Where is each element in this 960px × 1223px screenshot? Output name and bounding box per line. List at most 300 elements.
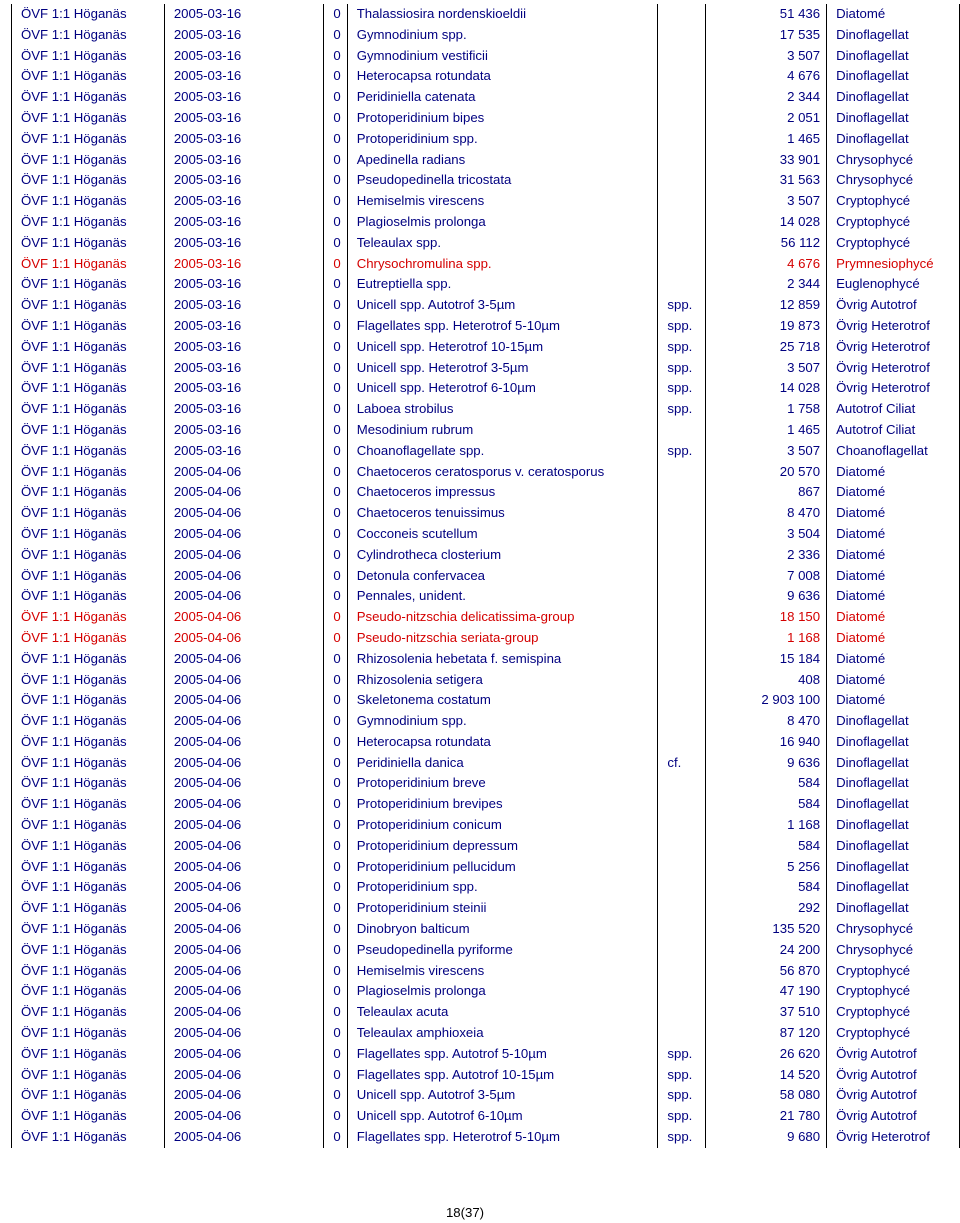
cell-taxon: Unicell spp. Heterotrof 10-15µm: [347, 337, 658, 358]
cell-depth: 0: [324, 670, 347, 691]
cell-location: ÖVF 1:1 Höganäs: [12, 4, 165, 25]
cell-taxon: Cylindrotheca closterium: [347, 545, 658, 566]
cell-value: 2 903 100: [706, 690, 827, 711]
cell-value: 2 051: [706, 108, 827, 129]
cell-value: 3 507: [706, 191, 827, 212]
cell-group: Dinoflagellat: [827, 794, 960, 815]
cell-taxon: Protoperidinium breve: [347, 773, 658, 794]
cell-location: ÖVF 1:1 Höganäs: [12, 399, 165, 420]
species-table: [11, 4, 960, 1148]
table-row: [12, 1127, 960, 1148]
cell-group: Dinoflagellat: [827, 108, 960, 129]
cell-depth: 0: [324, 1106, 347, 1127]
cell-group: Övrig Autotrof: [827, 1106, 960, 1127]
table-row: [12, 399, 960, 420]
cell-depth: 0: [324, 1002, 347, 1023]
cell-date: 2005-04-06: [164, 877, 324, 898]
cell-group: Dinoflagellat: [827, 898, 960, 919]
cell-date: 2005-03-16: [164, 108, 324, 129]
cell-qualifier: spp.: [658, 378, 706, 399]
cell-qualifier: [658, 566, 706, 587]
cell-qualifier: spp.: [658, 337, 706, 358]
cell-depth: 0: [324, 66, 347, 87]
cell-qualifier: spp.: [658, 399, 706, 420]
cell-date: 2005-04-06: [164, 1065, 324, 1086]
cell-depth: 0: [324, 46, 347, 67]
cell-depth: 0: [324, 441, 347, 462]
cell-date: 2005-04-06: [164, 836, 324, 857]
cell-qualifier: [658, 607, 706, 628]
cell-group: Diatomé: [827, 566, 960, 587]
cell-value: 56 112: [706, 233, 827, 254]
cell-taxon: Pennales, unident.: [347, 586, 658, 607]
cell-qualifier: [658, 420, 706, 441]
cell-qualifier: [658, 545, 706, 566]
cell-depth: 0: [324, 1044, 347, 1065]
cell-taxon: Pseudo-nitzschia seriata-group: [347, 628, 658, 649]
cell-group: Cryptophycé: [827, 191, 960, 212]
cell-taxon: Unicell spp. Heterotrof 3-5µm: [347, 358, 658, 379]
cell-location: ÖVF 1:1 Höganäs: [12, 337, 165, 358]
cell-qualifier: spp.: [658, 1127, 706, 1148]
cell-taxon: Rhizosolenia hebetata f. semispina: [347, 649, 658, 670]
table-row: [12, 503, 960, 524]
cell-taxon: Protoperidinium spp.: [347, 129, 658, 150]
cell-location: ÖVF 1:1 Höganäs: [12, 503, 165, 524]
cell-location: ÖVF 1:1 Höganäs: [12, 1106, 165, 1127]
cell-taxon: Pseudopedinella pyriforme: [347, 940, 658, 961]
cell-qualifier: [658, 150, 706, 171]
cell-date: 2005-04-06: [164, 607, 324, 628]
cell-group: Övrig Autotrof: [827, 1065, 960, 1086]
cell-value: 14 028: [706, 212, 827, 233]
cell-location: ÖVF 1:1 Höganäs: [12, 732, 165, 753]
cell-qualifier: spp.: [658, 441, 706, 462]
cell-date: 2005-03-16: [164, 46, 324, 67]
cell-qualifier: spp.: [658, 316, 706, 337]
table-row: [12, 462, 960, 483]
cell-taxon: Plagioselmis prolonga: [347, 981, 658, 1002]
table-row: [12, 961, 960, 982]
cell-group: Diatomé: [827, 670, 960, 691]
cell-group: Choanoflagellat: [827, 441, 960, 462]
cell-date: 2005-03-16: [164, 295, 324, 316]
cell-location: ÖVF 1:1 Höganäs: [12, 233, 165, 254]
cell-value: 1 465: [706, 420, 827, 441]
cell-qualifier: [658, 857, 706, 878]
cell-date: 2005-03-16: [164, 316, 324, 337]
cell-taxon: Flagellates spp. Autotrof 5-10µm: [347, 1044, 658, 1065]
cell-group: Dinoflagellat: [827, 711, 960, 732]
cell-date: 2005-03-16: [164, 399, 324, 420]
cell-group: Cryptophycé: [827, 1002, 960, 1023]
cell-location: ÖVF 1:1 Höganäs: [12, 1127, 165, 1148]
cell-location: ÖVF 1:1 Höganäs: [12, 773, 165, 794]
cell-value: 1 465: [706, 129, 827, 150]
cell-group: Dinoflagellat: [827, 815, 960, 836]
cell-depth: 0: [324, 150, 347, 171]
table-row: [12, 940, 960, 961]
cell-date: 2005-04-06: [164, 773, 324, 794]
cell-depth: 0: [324, 337, 347, 358]
cell-location: ÖVF 1:1 Höganäs: [12, 649, 165, 670]
cell-depth: 0: [324, 961, 347, 982]
cell-taxon: Flagellates spp. Heterotrof 5-10µm: [347, 316, 658, 337]
cell-qualifier: [658, 233, 706, 254]
cell-group: Prymnesiophycé: [827, 254, 960, 275]
cell-qualifier: [658, 773, 706, 794]
cell-location: ÖVF 1:1 Höganäs: [12, 1065, 165, 1086]
table-row: [12, 1065, 960, 1086]
cell-taxon: Flagellates spp. Autotrof 10-15µm: [347, 1065, 658, 1086]
cell-date: 2005-04-06: [164, 462, 324, 483]
cell-qualifier: [658, 25, 706, 46]
cell-location: ÖVF 1:1 Höganäs: [12, 670, 165, 691]
cell-qualifier: [658, 191, 706, 212]
cell-depth: 0: [324, 877, 347, 898]
cell-date: 2005-04-06: [164, 690, 324, 711]
cell-taxon: Unicell spp. Autotrof 6-10µm: [347, 1106, 658, 1127]
cell-location: ÖVF 1:1 Höganäs: [12, 46, 165, 67]
cell-location: ÖVF 1:1 Höganäs: [12, 25, 165, 46]
cell-depth: 0: [324, 87, 347, 108]
cell-taxon: Cocconeis scutellum: [347, 524, 658, 545]
cell-value: 9 636: [706, 586, 827, 607]
cell-taxon: Unicell spp. Autotrof 3-5µm: [347, 1085, 658, 1106]
table-row: [12, 545, 960, 566]
cell-value: 4 676: [706, 254, 827, 275]
cell-value: 2 344: [706, 87, 827, 108]
cell-qualifier: [658, 524, 706, 545]
cell-value: 9 636: [706, 753, 827, 774]
table-row: [12, 898, 960, 919]
cell-group: Diatomé: [827, 690, 960, 711]
table-row: [12, 295, 960, 316]
cell-date: 2005-03-16: [164, 150, 324, 171]
cell-group: Övrig Heterotrof: [827, 337, 960, 358]
cell-date: 2005-04-06: [164, 815, 324, 836]
cell-value: 1 168: [706, 815, 827, 836]
cell-location: ÖVF 1:1 Höganäs: [12, 1002, 165, 1023]
cell-qualifier: [658, 212, 706, 233]
cell-qualifier: spp.: [658, 1044, 706, 1065]
cell-location: ÖVF 1:1 Höganäs: [12, 254, 165, 275]
cell-depth: 0: [324, 233, 347, 254]
table-row: [12, 66, 960, 87]
cell-group: Cryptophycé: [827, 981, 960, 1002]
cell-value: 19 873: [706, 316, 827, 337]
cell-qualifier: spp.: [658, 1085, 706, 1106]
cell-qualifier: spp.: [658, 358, 706, 379]
cell-date: 2005-03-16: [164, 337, 324, 358]
cell-taxon: Gymnodinium vestificii: [347, 46, 658, 67]
cell-date: 2005-04-06: [164, 545, 324, 566]
table-row: [12, 1085, 960, 1106]
cell-depth: 0: [324, 940, 347, 961]
cell-qualifier: [658, 66, 706, 87]
table-body: [12, 4, 960, 1148]
table-row: [12, 337, 960, 358]
table-row: [12, 46, 960, 67]
cell-group: Dinoflagellat: [827, 46, 960, 67]
cell-date: 2005-03-16: [164, 66, 324, 87]
cell-depth: 0: [324, 399, 347, 420]
cell-value: 16 940: [706, 732, 827, 753]
cell-taxon: Hemiselmis virescens: [347, 191, 658, 212]
cell-location: ÖVF 1:1 Höganäs: [12, 420, 165, 441]
cell-group: Diatomé: [827, 503, 960, 524]
cell-depth: 0: [324, 607, 347, 628]
cell-group: Övrig Autotrof: [827, 1044, 960, 1065]
table-row: [12, 441, 960, 462]
cell-date: 2005-04-06: [164, 898, 324, 919]
cell-location: ÖVF 1:1 Höganäs: [12, 981, 165, 1002]
table-row: [12, 857, 960, 878]
cell-qualifier: [658, 108, 706, 129]
cell-date: 2005-04-06: [164, 524, 324, 545]
cell-date: 2005-04-06: [164, 940, 324, 961]
cell-location: ÖVF 1:1 Höganäs: [12, 462, 165, 483]
cell-depth: 0: [324, 524, 347, 545]
cell-date: 2005-03-16: [164, 4, 324, 25]
cell-date: 2005-04-06: [164, 981, 324, 1002]
cell-value: 47 190: [706, 981, 827, 1002]
cell-value: 20 570: [706, 462, 827, 483]
cell-group: Dinoflagellat: [827, 857, 960, 878]
cell-qualifier: [658, 254, 706, 275]
cell-group: Dinoflagellat: [827, 25, 960, 46]
cell-group: Diatomé: [827, 586, 960, 607]
cell-value: 584: [706, 836, 827, 857]
cell-location: ÖVF 1:1 Höganäs: [12, 919, 165, 940]
cell-location: ÖVF 1:1 Höganäs: [12, 815, 165, 836]
table-row: [12, 1002, 960, 1023]
cell-location: ÖVF 1:1 Höganäs: [12, 441, 165, 462]
cell-taxon: Rhizosolenia setigera: [347, 670, 658, 691]
cell-location: ÖVF 1:1 Höganäs: [12, 316, 165, 337]
table-row: [12, 108, 960, 129]
cell-value: 25 718: [706, 337, 827, 358]
cell-taxon: Heterocapsa rotundata: [347, 66, 658, 87]
cell-location: ÖVF 1:1 Höganäs: [12, 191, 165, 212]
cell-date: 2005-04-06: [164, 586, 324, 607]
cell-taxon: Detonula confervacea: [347, 566, 658, 587]
table-row: [12, 1023, 960, 1044]
cell-depth: 0: [324, 212, 347, 233]
cell-date: 2005-04-06: [164, 503, 324, 524]
cell-location: ÖVF 1:1 Höganäs: [12, 586, 165, 607]
cell-depth: 0: [324, 773, 347, 794]
cell-depth: 0: [324, 170, 347, 191]
cell-location: ÖVF 1:1 Höganäs: [12, 877, 165, 898]
cell-value: 4 676: [706, 66, 827, 87]
cell-taxon: Protoperidinium conicum: [347, 815, 658, 836]
cell-location: ÖVF 1:1 Höganäs: [12, 129, 165, 150]
cell-date: 2005-04-06: [164, 482, 324, 503]
cell-date: 2005-04-06: [164, 732, 324, 753]
cell-value: 8 470: [706, 711, 827, 732]
cell-qualifier: [658, 46, 706, 67]
cell-depth: 0: [324, 815, 347, 836]
cell-taxon: Apedinella radians: [347, 150, 658, 171]
cell-qualifier: spp.: [658, 1106, 706, 1127]
cell-depth: 0: [324, 732, 347, 753]
cell-value: 56 870: [706, 961, 827, 982]
cell-taxon: Laboea strobilus: [347, 399, 658, 420]
table-row: [12, 212, 960, 233]
cell-depth: 0: [324, 649, 347, 670]
table-row: [12, 836, 960, 857]
cell-date: 2005-04-06: [164, 1106, 324, 1127]
cell-value: 87 120: [706, 1023, 827, 1044]
cell-value: 18 150: [706, 607, 827, 628]
cell-date: 2005-03-16: [164, 212, 324, 233]
cell-qualifier: [658, 274, 706, 295]
cell-location: ÖVF 1:1 Höganäs: [12, 295, 165, 316]
cell-taxon: Teleaulax acuta: [347, 1002, 658, 1023]
cell-location: ÖVF 1:1 Höganäs: [12, 566, 165, 587]
cell-qualifier: [658, 794, 706, 815]
table-row: [12, 358, 960, 379]
cell-qualifier: [658, 482, 706, 503]
table-row: [12, 815, 960, 836]
table-row: [12, 254, 960, 275]
cell-taxon: Chaetoceros ceratosporus v. ceratosporus: [347, 462, 658, 483]
table-row: [12, 919, 960, 940]
cell-qualifier: [658, 919, 706, 940]
cell-value: 135 520: [706, 919, 827, 940]
table-row: [12, 25, 960, 46]
cell-group: Chrysophycé: [827, 170, 960, 191]
cell-group: Diatomé: [827, 462, 960, 483]
cell-location: ÖVF 1:1 Höganäs: [12, 607, 165, 628]
table-row: [12, 628, 960, 649]
cell-location: ÖVF 1:1 Höganäs: [12, 108, 165, 129]
table-row: [12, 794, 960, 815]
cell-date: 2005-04-06: [164, 794, 324, 815]
cell-depth: 0: [324, 857, 347, 878]
cell-qualifier: [658, 961, 706, 982]
cell-value: 3 507: [706, 441, 827, 462]
cell-value: 1 168: [706, 628, 827, 649]
cell-group: Diatomé: [827, 545, 960, 566]
cell-taxon: Pseudo-nitzschia delicatissima-group: [347, 607, 658, 628]
cell-value: 584: [706, 877, 827, 898]
cell-qualifier: [658, 1023, 706, 1044]
cell-date: 2005-04-06: [164, 1002, 324, 1023]
cell-date: 2005-04-06: [164, 961, 324, 982]
cell-taxon: Pseudopedinella tricostata: [347, 170, 658, 191]
cell-depth: 0: [324, 274, 347, 295]
cell-date: 2005-04-06: [164, 919, 324, 940]
cell-taxon: Chaetoceros impressus: [347, 482, 658, 503]
cell-depth: 0: [324, 25, 347, 46]
cell-depth: 0: [324, 753, 347, 774]
cell-group: Dinoflagellat: [827, 732, 960, 753]
cell-date: 2005-03-16: [164, 420, 324, 441]
cell-taxon: Unicell spp. Heterotrof 6-10µm: [347, 378, 658, 399]
cell-value: 5 256: [706, 857, 827, 878]
cell-depth: 0: [324, 545, 347, 566]
cell-location: ÖVF 1:1 Höganäs: [12, 87, 165, 108]
table-row: [12, 566, 960, 587]
table-row: [12, 233, 960, 254]
cell-taxon: Protoperidinium steinii: [347, 898, 658, 919]
cell-value: 2 344: [706, 274, 827, 295]
cell-date: 2005-03-16: [164, 358, 324, 379]
cell-date: 2005-03-16: [164, 191, 324, 212]
cell-taxon: Gymnodinium spp.: [347, 25, 658, 46]
cell-value: 15 184: [706, 649, 827, 670]
table-row: [12, 1044, 960, 1065]
cell-qualifier: [658, 836, 706, 857]
cell-qualifier: [658, 815, 706, 836]
cell-location: ÖVF 1:1 Höganäs: [12, 628, 165, 649]
cell-group: Diatomé: [827, 524, 960, 545]
cell-location: ÖVF 1:1 Höganäs: [12, 482, 165, 503]
cell-taxon: Chaetoceros tenuissimus: [347, 503, 658, 524]
cell-depth: 0: [324, 981, 347, 1002]
cell-date: 2005-04-06: [164, 753, 324, 774]
cell-depth: 0: [324, 919, 347, 940]
cell-taxon: Choanoflagellate spp.: [347, 441, 658, 462]
cell-qualifier: spp.: [658, 295, 706, 316]
cell-depth: 0: [324, 482, 347, 503]
cell-location: ÖVF 1:1 Höganäs: [12, 170, 165, 191]
cell-group: Övrig Autotrof: [827, 1085, 960, 1106]
cell-depth: 0: [324, 378, 347, 399]
cell-qualifier: [658, 129, 706, 150]
table-row: [12, 607, 960, 628]
cell-location: ÖVF 1:1 Höganäs: [12, 378, 165, 399]
cell-date: 2005-04-06: [164, 566, 324, 587]
cell-location: ÖVF 1:1 Höganäs: [12, 794, 165, 815]
cell-depth: 0: [324, 254, 347, 275]
cell-value: 37 510: [706, 1002, 827, 1023]
cell-group: Dinoflagellat: [827, 877, 960, 898]
cell-group: Övrig Heterotrof: [827, 378, 960, 399]
cell-depth: 0: [324, 1065, 347, 1086]
cell-depth: 0: [324, 129, 347, 150]
cell-location: ÖVF 1:1 Höganäs: [12, 753, 165, 774]
cell-depth: 0: [324, 503, 347, 524]
cell-group: Övrig Heterotrof: [827, 358, 960, 379]
cell-location: ÖVF 1:1 Höganäs: [12, 150, 165, 171]
cell-location: ÖVF 1:1 Höganäs: [12, 1023, 165, 1044]
table-row: [12, 482, 960, 503]
cell-depth: 0: [324, 836, 347, 857]
cell-location: ÖVF 1:1 Höganäs: [12, 212, 165, 233]
cell-depth: 0: [324, 358, 347, 379]
table-row: [12, 690, 960, 711]
cell-location: ÖVF 1:1 Höganäs: [12, 274, 165, 295]
table-row: [12, 4, 960, 25]
cell-group: Dinoflagellat: [827, 129, 960, 150]
cell-group: Cryptophycé: [827, 233, 960, 254]
cell-taxon: Teleaulax amphioxeia: [347, 1023, 658, 1044]
cell-group: Chrysophycé: [827, 919, 960, 940]
cell-value: 7 008: [706, 566, 827, 587]
cell-location: ÖVF 1:1 Höganäs: [12, 66, 165, 87]
cell-group: Autotrof Ciliat: [827, 399, 960, 420]
cell-value: 3 507: [706, 46, 827, 67]
cell-value: 31 563: [706, 170, 827, 191]
cell-date: 2005-04-06: [164, 670, 324, 691]
cell-group: Chrysophycé: [827, 150, 960, 171]
cell-group: Diatomé: [827, 628, 960, 649]
table-row: [12, 150, 960, 171]
cell-taxon: Peridiniella danica: [347, 753, 658, 774]
